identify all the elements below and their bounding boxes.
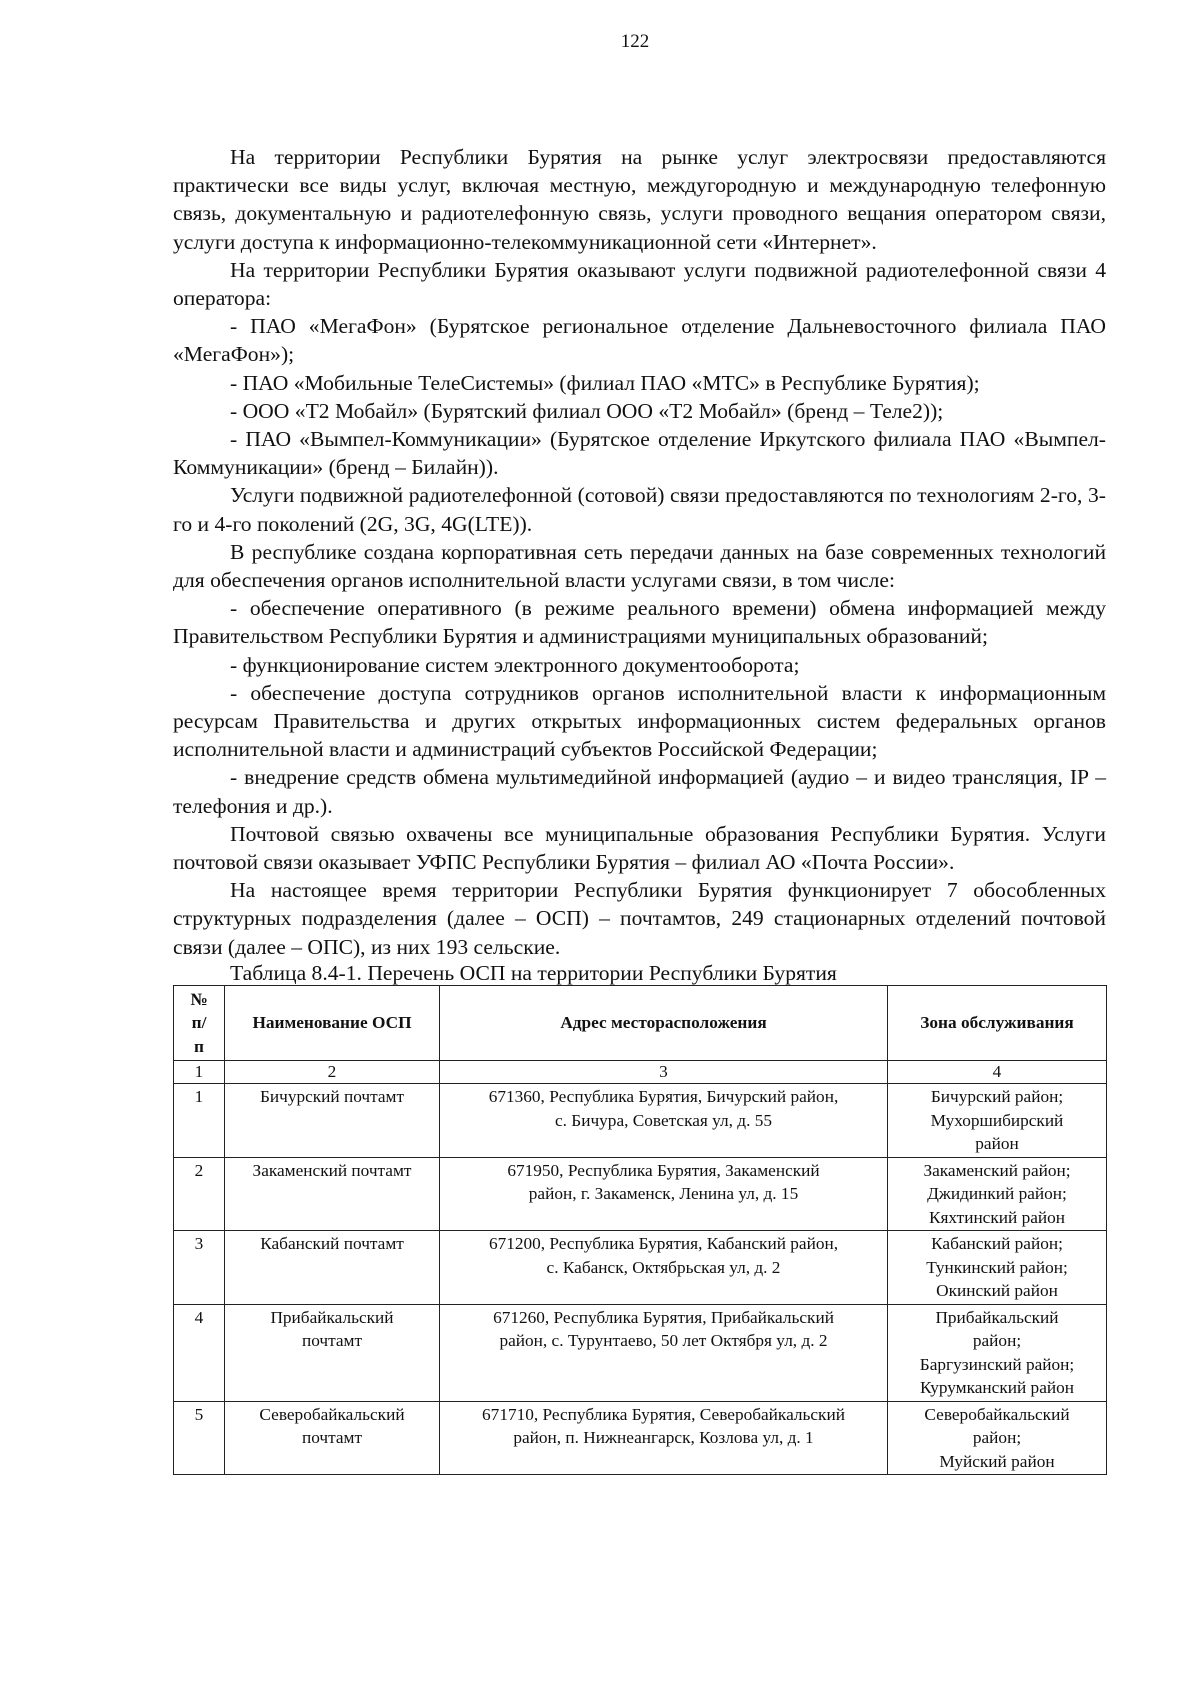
- list-item-megafon: - ПАО «МегаФон» (Бурятское региональное отделение Дальневосточного филиала ПАО «МегаФон»);: [173, 314, 1106, 367]
- header-number-line: п/: [191, 1013, 207, 1033]
- row-name-line: Северобайкальский: [259, 1404, 405, 1424]
- row-name-line: почтамт: [301, 1428, 363, 1448]
- paragraph-telecom-services: На территории Республики Бурятия на рынке услуг электросвязи предоставляются практически все виды услуг, включая местную, междугородную и международную телефонную связь, документальную и радиотелефонную связь, услуги проводного вещания оператором связи, услуги доступа к информационно-телекоммуникационной сети «Интернет».: [173, 145, 1106, 254]
- row-zone-line: Северобайкальский: [924, 1404, 1070, 1424]
- list-item-beeline: - ПАО «Вымпел-Коммуникации» (Бурятское отделение Иркутского филиала ПАО «Вымпел-Коммуникации» (бренд – Билайн)).: [173, 427, 1106, 480]
- row-address-line: район, п. Нижнеангарск, Козлова ул, д. 1: [513, 1428, 814, 1448]
- list-item-mts: - ПАО «Мобильные ТелеСистемы» (филиал ПАО «МТС» в Республике Бурятия);: [230, 370, 980, 395]
- row-zone-line: Прибайкальский: [935, 1307, 1059, 1327]
- document-body: [173, 143, 1106, 1475]
- table-row: [174, 1304, 1107, 1401]
- header-number-line: №: [190, 989, 208, 1009]
- row-zone-line: Окинский район: [936, 1281, 1058, 1301]
- row-zone: [888, 1084, 1107, 1158]
- row-number: 2: [174, 1157, 225, 1231]
- column-number: 4: [888, 1061, 1107, 1084]
- row-address-line: район, г. Закаменск, Ленина ул, д. 15: [528, 1184, 799, 1204]
- row-address-line: с. Бичура, Советская ул, д. 55: [554, 1110, 773, 1130]
- column-number: 3: [440, 1061, 888, 1084]
- row-name-line: Прибайкальский: [270, 1307, 394, 1327]
- osp-table: [173, 985, 1107, 1476]
- page-number: 122: [620, 31, 650, 52]
- row-address-line: район, с. Турунтаево, 50 лет Октября ул, д. 2: [499, 1331, 828, 1351]
- row-address: [440, 1084, 888, 1158]
- row-zone-line: Закаменский район;: [923, 1160, 1071, 1180]
- column-number: 2: [225, 1061, 440, 1084]
- table-row: [174, 1401, 1107, 1475]
- row-name-line: Кабанский почтамт: [260, 1234, 404, 1254]
- row-name: [225, 1401, 440, 1475]
- header-number-line: п: [194, 1036, 204, 1056]
- row-address-line: 671950, Республика Бурятия, Закаменский: [507, 1160, 820, 1180]
- paragraph-corporate-network: В республике создана корпоративная сеть передачи данных на базе современных технологий для обеспечения органов исполнительной власти услугами связи, в том числе:: [173, 539, 1106, 593]
- row-address: [440, 1304, 888, 1401]
- row-zone-line: район: [975, 1134, 1019, 1154]
- row-name: [225, 1157, 440, 1231]
- row-zone-line: район;: [972, 1331, 1022, 1351]
- row-name-line: Бичурский почтамт: [259, 1087, 405, 1107]
- row-zone-line: Тункинский район;: [926, 1257, 1068, 1277]
- list-item-resource-access: - обеспечение доступа сотрудников органов исполнительной власти к информационным ресурсам Правительства и других открытых информационных систем федеральных органов исполнительной власти и администраций субъектов Российской Федерации;: [173, 680, 1106, 762]
- paragraph-postal-units: На настоящее время территории Республики Бурятия функционирует 7 обособленных структурных подразделения (далее – ОСП) – почтамтов, 249 стационарных отделений почтовой связи (далее – ОПС), из них 193 сельские.: [173, 878, 1106, 959]
- row-zone-line: Мухоршибирский: [930, 1110, 1064, 1130]
- paragraph-postal-coverage: Почтовой связью охвачены все муниципальные образования Республики Бурятия. Услуги почтовой связи оказывает УФПС Республики Бурятия – филиал АО «Почта России».: [173, 821, 1106, 875]
- row-address-line: с. Кабанск, Октябрьская ул, д. 2: [546, 1257, 781, 1277]
- row-zone-line: Курумканский район: [919, 1378, 1074, 1398]
- row-number: 5: [174, 1401, 225, 1475]
- header-number: [174, 985, 225, 1061]
- table-row: [174, 1231, 1107, 1305]
- row-zone: [888, 1304, 1107, 1401]
- table-header-row: [174, 985, 1107, 1061]
- row-address: [440, 1157, 888, 1231]
- row-zone-line: Кяхтинский район: [928, 1207, 1066, 1227]
- row-number: 1: [174, 1084, 225, 1158]
- list-item-document-flow: - функционирование систем электронного документооборота;: [230, 652, 800, 677]
- row-name-line: Закаменский почтамт: [252, 1160, 412, 1180]
- list-item-multimedia: - внедрение средств обмена мультимедийной информацией (аудио – и видео трансляция, IP – телефония и др.).: [173, 765, 1106, 818]
- header-address: Адрес месторасположения: [440, 985, 888, 1061]
- table-row: [174, 1157, 1107, 1231]
- row-address-line: 671260, Республика Бурятия, Прибайкальский: [493, 1307, 834, 1327]
- row-address: [440, 1231, 888, 1305]
- row-number: 4: [174, 1304, 225, 1401]
- row-name-line: почтамт: [301, 1331, 363, 1351]
- row-zone-line: Муйский район: [939, 1451, 1055, 1471]
- header-zone: Зона обслуживания: [888, 985, 1107, 1061]
- row-address: [440, 1401, 888, 1475]
- row-zone-line: Баргузинский район;: [919, 1354, 1075, 1374]
- row-name: [225, 1304, 440, 1401]
- header-name: Наименование ОСП: [225, 985, 440, 1061]
- row-zone: [888, 1231, 1107, 1305]
- row-name: [225, 1084, 440, 1158]
- row-number: 3: [174, 1231, 225, 1305]
- list-item-t2: - ООО «Т2 Мобайл» (Бурятский филиал ООО «Т2 Мобайл» (бренд – Теле2));: [230, 398, 944, 423]
- table-caption: Таблица 8.4-1. Перечень ОСП на территории Республики Бурятия: [230, 960, 837, 985]
- row-name: [225, 1231, 440, 1305]
- paragraph-technologies: Услуги подвижной радиотелефонной (сотовой) связи предоставляются по технологиям 2-го, 3-го и 4-го поколений (2G, 3G, 4G(LTE)).: [173, 483, 1106, 536]
- row-address-line: 671710, Республика Бурятия, Северобайкальский: [482, 1404, 845, 1424]
- list-item-data-exchange: - обеспечение оперативного (в режиме реального времени) обмена информацией между Правительством Республики Бурятия и администрациями муниципальных образований;: [173, 596, 1106, 649]
- paragraph-mobile-operators-intro: На территории Республики Бурятия оказывают услуги подвижной радиотелефонной связи 4 оператора:: [173, 257, 1106, 311]
- row-zone: [888, 1401, 1107, 1475]
- column-numbers-row: [174, 1061, 1107, 1084]
- row-zone-line: район;: [972, 1428, 1022, 1448]
- row-zone: [888, 1157, 1107, 1231]
- table-row: [174, 1084, 1107, 1158]
- row-address-line: 671200, Республика Бурятия, Кабанский район,: [488, 1234, 839, 1254]
- row-zone-line: Кабанский район;: [931, 1234, 1063, 1254]
- row-address-line: 671360, Республика Бурятия, Бичурский район,: [488, 1087, 839, 1107]
- row-zone-line: Джидинкий район;: [927, 1184, 1067, 1204]
- column-number: 1: [174, 1061, 225, 1084]
- row-zone-line: Бичурский район;: [930, 1087, 1064, 1107]
